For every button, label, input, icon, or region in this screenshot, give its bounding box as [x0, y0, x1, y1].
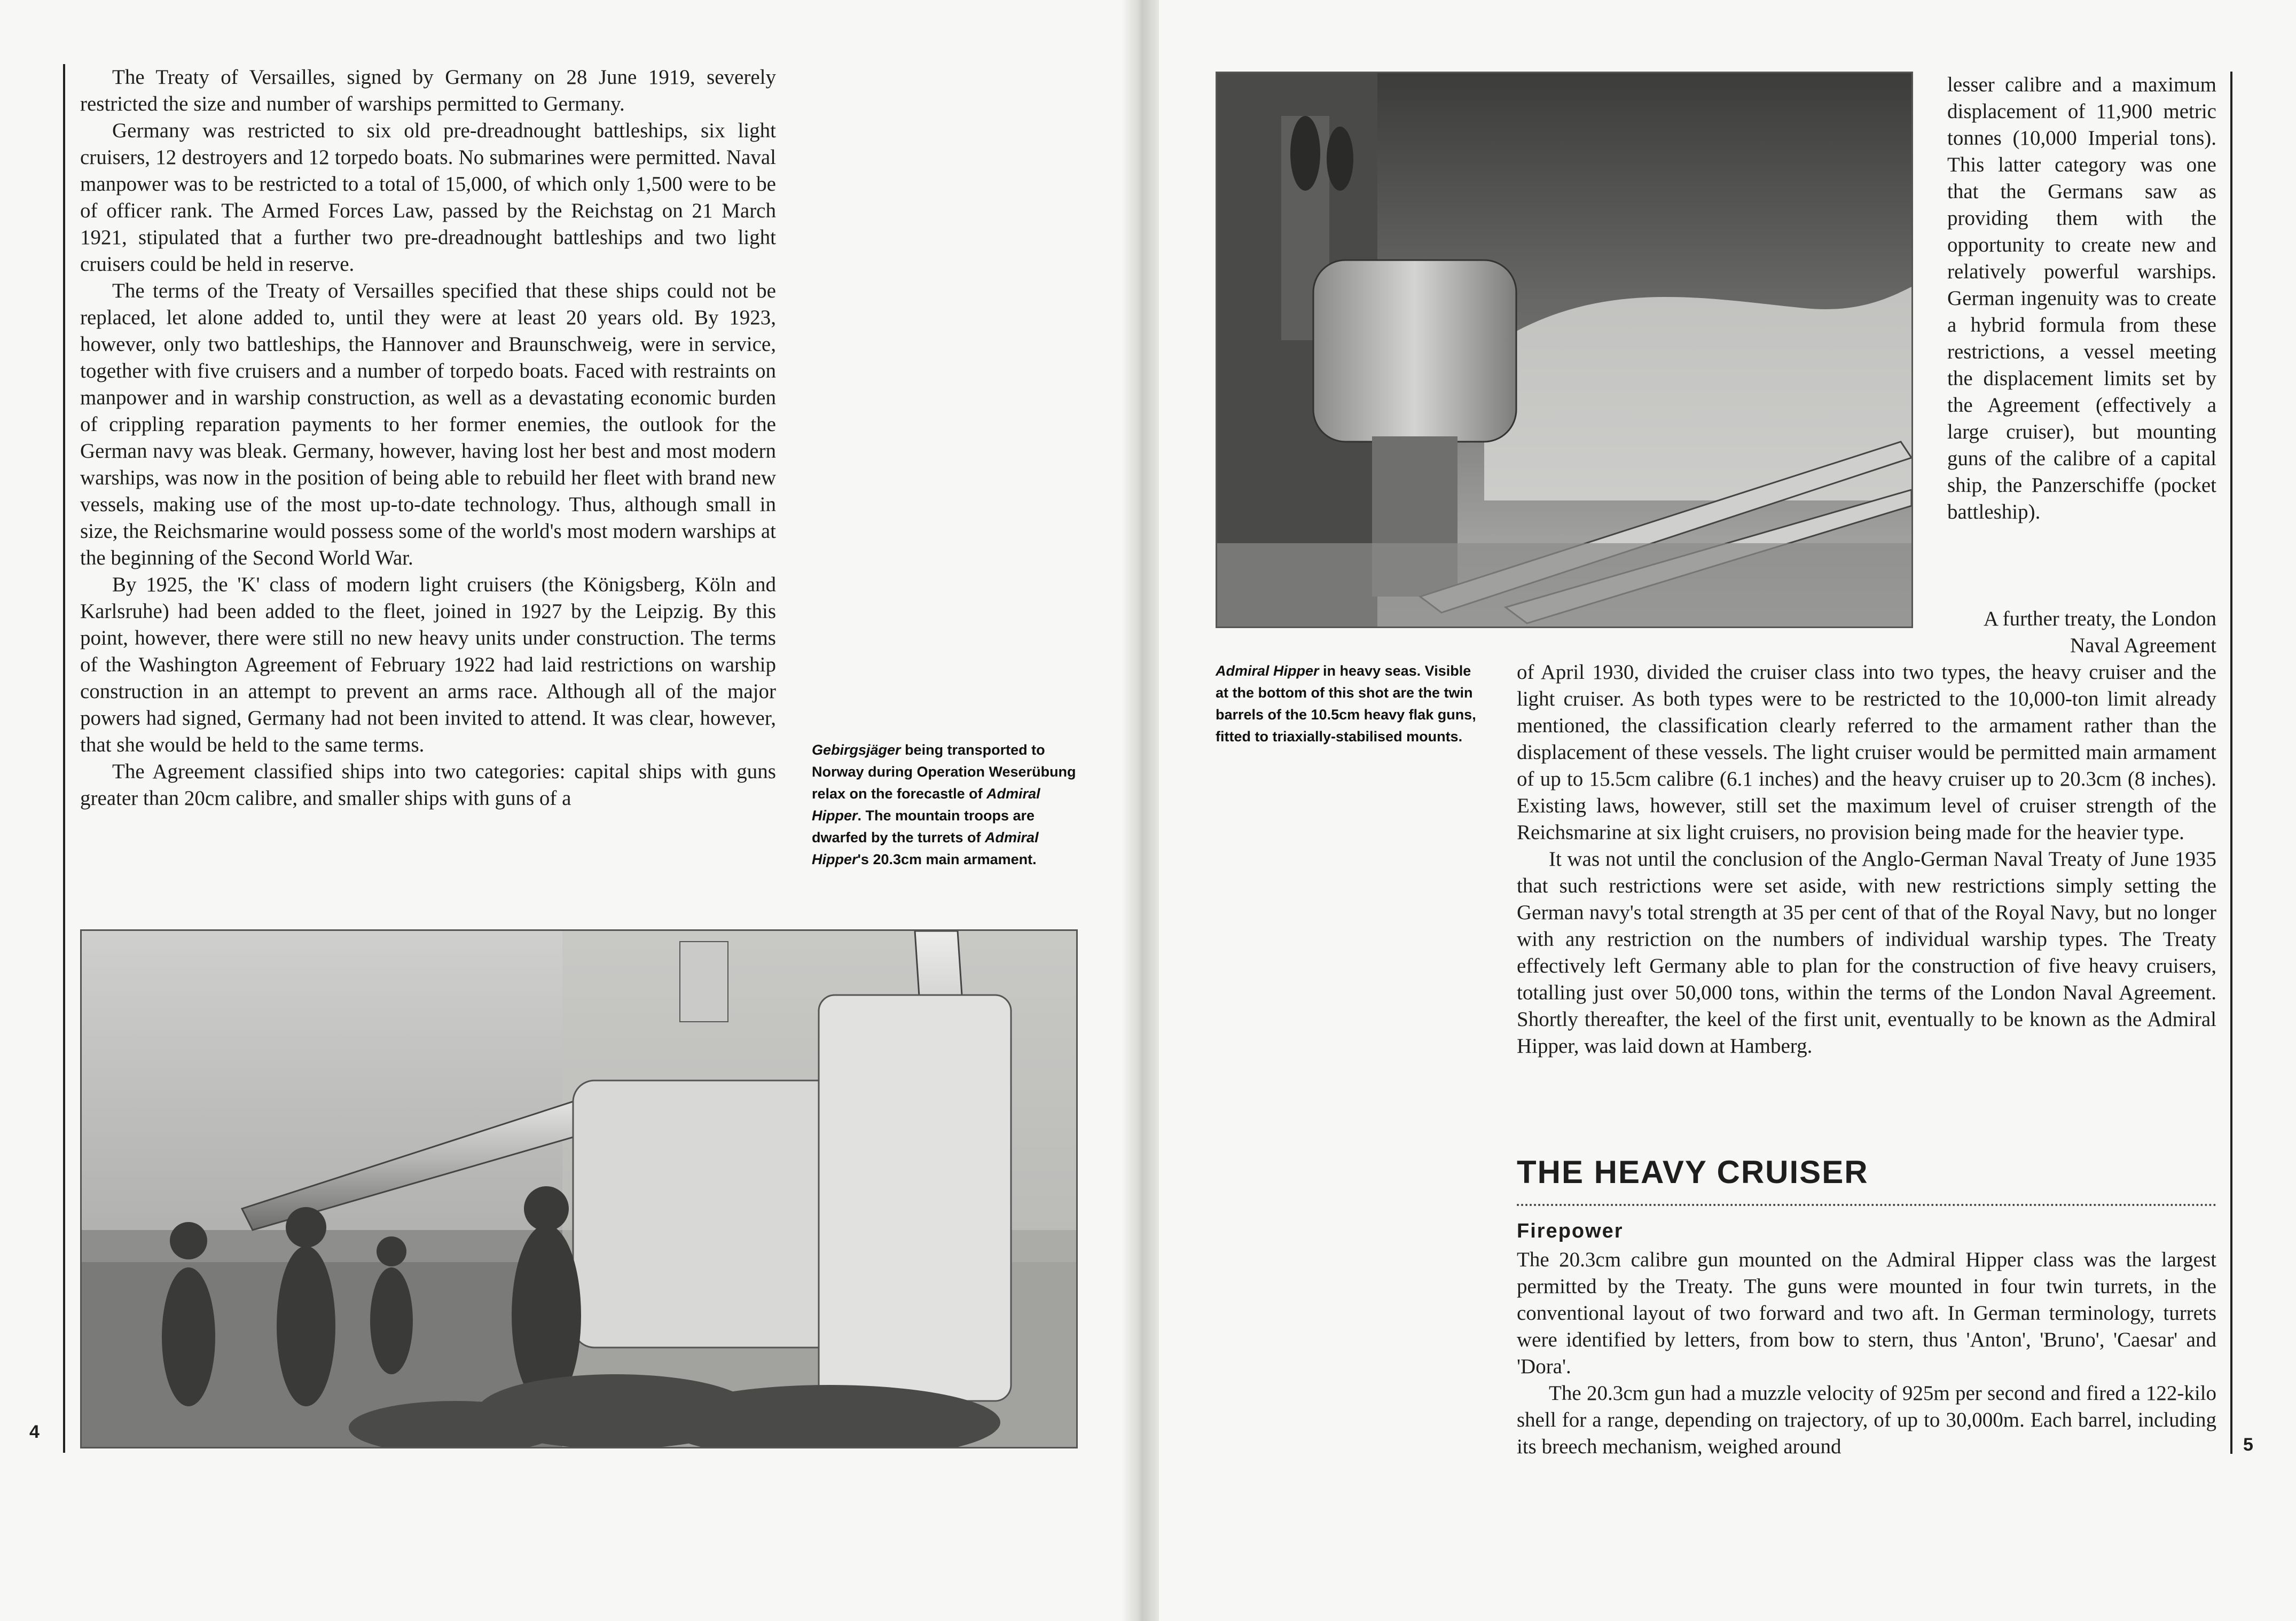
caption-segment: in heavy seas. Visible at the bottom of this shot are the twin barrels of the 10.5cm heavy flak guns, fitted to triaxially-stabilised mounts. — [1216, 663, 1476, 745]
paragraph: A further treaty, the London Naval Agreement — [1983, 607, 2216, 657]
ship-in-heavy-seas-illustration — [1217, 73, 1911, 627]
paragraph: Germany was restricted to six old pre-dreadnought battleships, six light cruisers, 12 destroyers and 12 torpedo boats. No submarines were permitted. Naval manpower was to be restricted to a total of 15,000, of which only 1,500 were to be of officer rank. The Armed Forces Law, passed by the Reichstag on 21 March 1921, stipulated that a further two pre-dreadnought battleships and two light cruisers could be held in reserve. — [80, 119, 776, 276]
photo-admiral-hipper-heavy-seas — [1216, 72, 1913, 628]
firepower-text — [1517, 1247, 2216, 1460]
caption-segment: Admiral Hipper — [812, 786, 1040, 824]
section-heading: THE HEAVY CRUISER — [1517, 1154, 1869, 1190]
paragraph: The terms of the Treaty of Versailles specified that these ships could not be replaced, let alone added to, until they were at least 20 years old. By 1923, however, only two battleships, the Hannover and Braunschweig, were in service, together with five cruisers and a number of torpedo boats. Faced with restraints on manpower and in warship construction, as well as a devastating economic burden of crippling reparation payments to her former enemies, the outlook for the German navy was bleak. Germany, however, having lost her best and most modern warships, was now in the position of being able to rebuild her fleet with brand new vessels, making use of the most up-to-date technology. Thus, although small in size, the Reichsmarine would possess some of the world's most modern warships at the beginning of the Second World War. — [80, 279, 776, 569]
troops-on-forecastle-illustration — [82, 931, 1076, 1447]
subsection-heading: Firepower — [1517, 1220, 1624, 1242]
photo-caption-heavy-seas — [1216, 660, 1477, 748]
paragraph: By 1925, the 'K' class of modern light cruisers (the Königsberg, Köln and Karlsruhe) had been added to the fleet, joined in 1927 by the Leipzig. By this point, however, there were still no new heavy units under construction. The terms of the Washington Agreement of February 1922 had laid restrictions on warship construction in an attempt to prevent an arms race. Although all of the major powers had signed, Germany had not been invited to attend. It was clear, however, that she would be held to the same terms. — [80, 573, 776, 756]
paragraph: It was not until the conclusion of the Anglo-German Naval Treaty of June 1935 that such restrictions were set aside, with new restrictions simply setting the German navy's total strength at 35 per cent of that of the Royal Navy, but no longer with any restriction on the numbers of individual warship types. The Treaty effectively left Germany able to plan for the construction of five heavy cruisers, totalling just over 50,000 tons, within the terms of the London Naval Agreement. Shortly thereafter, the keel of the first unit, eventually to be known as the Admiral Hipper, was laid down at Hamberg. — [1517, 848, 2216, 1058]
caption-segment: Admiral Hipper — [1216, 663, 1319, 679]
caption-segment: . The mountain troops are dwarfed by the turrets of — [812, 808, 1035, 845]
left-body-text — [80, 64, 776, 812]
paragraph: of April 1930, divided the cruiser class into two types, the heavy cruiser and the light cruiser. As both types were to be restricted to the 10,000-ton limit already mentioned, the classification clearly referred to the armament rather than the displacement of these vessels. The light cruiser would be permitted main armament of up to 15.5cm calibre (6.1 inches) and the heavy cruiser up to 20.3cm (8 inches). Existing laws, however, still set the maximum level of cruiser strength of the Reichsmarine at six light cruisers, no provision being made for the heavier type. — [1517, 661, 2216, 844]
photo-caption-gebirgsjager — [812, 739, 1079, 871]
paragraph: lesser calibre and a maximum displacement of 11,900 metric tonnes (10,000 Imperial tons). This latter category was one that the Germans saw as providing them with the opportunity to create new and relatively powerful warships. German ingenuity was to create a hybrid formula from these restrictions, a vessel meeting the displacement limits set by the Agreement (effectively a large cruiser), but mounting guns of the calibre of a capital ship, the Panzerschiffe (pocket battleship). — [1947, 73, 2216, 523]
paragraph: The 20.3cm gun had a muzzle velocity of 925m per second and fired a 122-kilo shell for a range, depending on trajectory, of up to 30,000m. Each barrel, including its breech mechanism, weighed around — [1517, 1382, 2216, 1458]
page-number-right: 5 — [2243, 1435, 2253, 1455]
paragraph: The Agreement classified ships into two categories: capital ships with guns greater than 20cm calibre, and smaller ships with guns of a — [80, 760, 776, 810]
caption-segment: 's 20.3cm main armament. — [857, 851, 1037, 867]
right-column-text — [1947, 72, 2216, 526]
caption-segment: Gebirgsjäger — [812, 742, 901, 758]
right-column-text-continued — [1947, 606, 2216, 659]
photo-gun-turrets-with-troops — [80, 929, 1078, 1448]
paragraph: The Treaty of Versailles, signed by Germany on 28 June 1919, severely restricted the size and number of warships permitted to Germany. — [80, 66, 776, 115]
caption-segment: being transported to Norway during Operation Weserübung relax on the forecastle of — [812, 742, 1076, 802]
caption-segment: Admiral Hipper — [812, 829, 1039, 867]
right-body-text — [1517, 659, 2216, 1060]
paragraph: The 20.3cm calibre gun mounted on the Admiral Hipper class was the largest permitted by the Treaty. The guns were mounted in four twin turrets, in the conventional layout of two forward and two aft. In German terminology, turrets were identified by letters, from bow to stern, thus 'Anton', 'Bruno', 'Caesar' and 'Dora'. — [1517, 1248, 2216, 1378]
book-gutter — [1122, 0, 1159, 1621]
page-number-left: 4 — [29, 1422, 40, 1442]
right-margin-rule — [2230, 72, 2232, 1454]
left-margin-rule — [63, 64, 65, 1453]
heading-divider — [1517, 1204, 2216, 1206]
